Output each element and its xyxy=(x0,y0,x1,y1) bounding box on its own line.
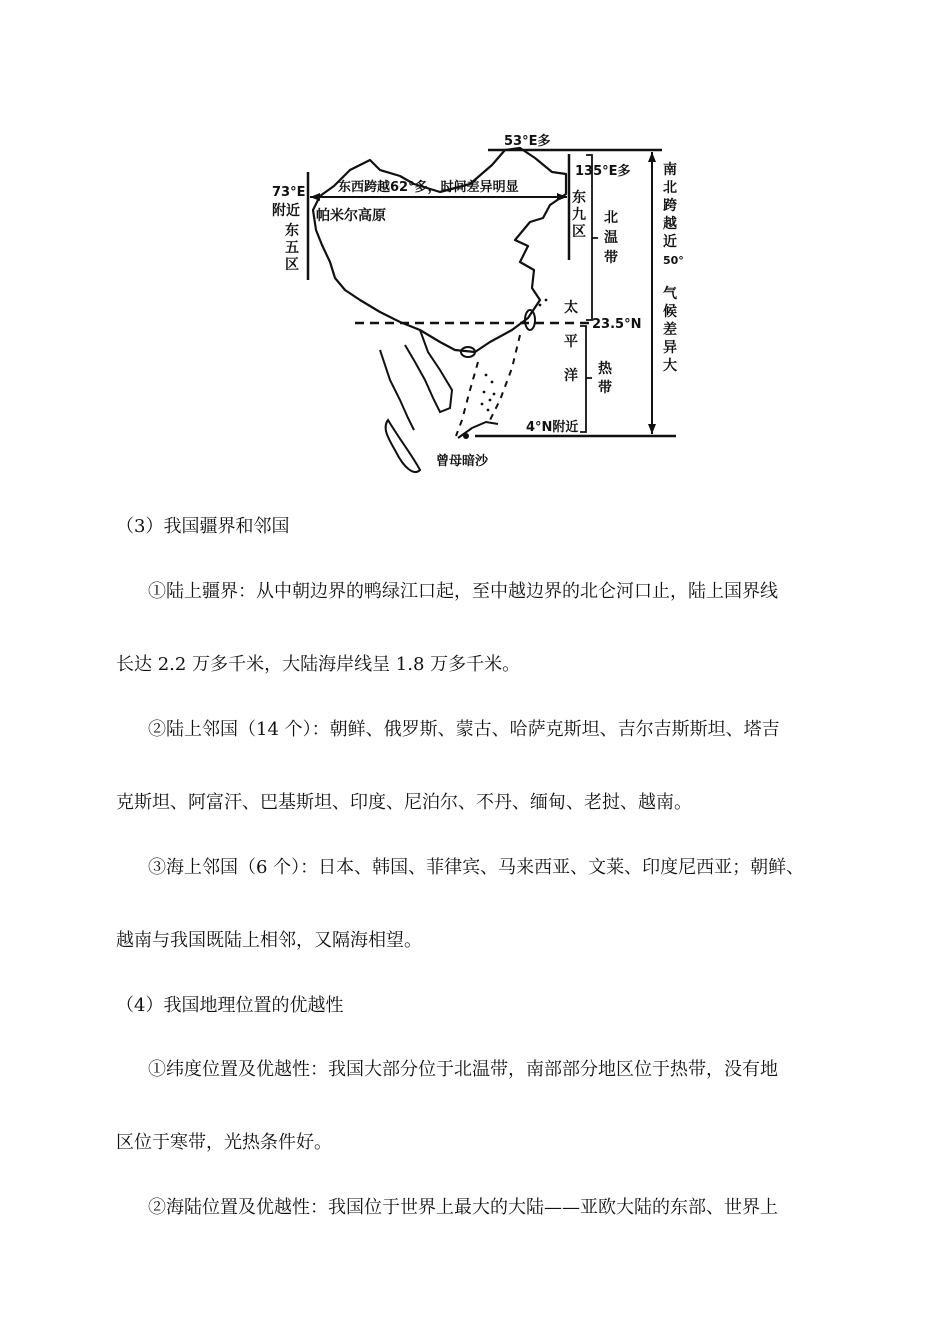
tropical-zone-label-2: 带 xyxy=(598,380,612,396)
zengmu-label: 曾母暗沙 xyxy=(436,454,489,469)
tropical-bracket xyxy=(580,326,592,432)
east-five-zone-label-2: 五 xyxy=(285,240,299,256)
svg-text:北: 北 xyxy=(663,180,677,196)
land-neighbors-paragraph-line1: ②陆上邻国（14 个）：朝鲜、俄罗斯、蒙古、哈萨克斯坦、吉尔吉斯斯坦、塔吉 xyxy=(148,719,780,740)
svg-text:候: 候 xyxy=(663,304,677,320)
land-border-paragraph-line2: 长达 2.2 万多千米，大陆海岸线呈 1.8 万多千米。 xyxy=(116,654,521,675)
svg-text:南: 南 xyxy=(663,162,677,178)
north-temperate-bracket xyxy=(586,155,598,320)
lon-west-near-label: 附近 xyxy=(272,203,300,219)
section-heading-advantages: （4）我国地理位置的优越性 xyxy=(116,995,344,1016)
pacific-label-1: 太 xyxy=(564,300,578,316)
lon-west-label: 73°E xyxy=(272,185,306,200)
sumatra-outline xyxy=(386,420,420,472)
lat-south-label: 4°N附近 xyxy=(526,420,579,435)
lat-north-label: 53°E多 xyxy=(504,134,551,149)
section-heading-borders: （3）我国疆界和邻国 xyxy=(116,516,290,537)
china-outline xyxy=(313,148,566,352)
svg-text:50°: 50° xyxy=(663,254,684,267)
sea-land-paragraph-line1: ②海陆位置及优越性：我国位于世界上最大的大陆——亚欧大陆的东部、世界上 xyxy=(148,1197,778,1218)
east-west-span-label: 东西跨越62°多，时间差异明显 xyxy=(338,180,519,195)
pacific-label-3: 洋 xyxy=(564,368,578,384)
north-temperate-label-1: 北 xyxy=(604,210,618,226)
land-neighbors-paragraph-line2: 克斯坦、阿富汗、巴基斯坦、印度、尼泊尔、不丹、缅甸、老挝、越南。 xyxy=(116,792,692,813)
north-south-span-label xyxy=(663,161,684,374)
north-temperate-label-2: 温 xyxy=(604,230,618,246)
lon-east-label: 135°E多 xyxy=(575,164,631,179)
tropical-zone-label-1: 热 xyxy=(598,361,612,377)
east-five-zone-label-3: 区 xyxy=(285,257,299,273)
china-location-map xyxy=(0,0,950,500)
north-south-arrow-bottom-head xyxy=(648,424,656,434)
pamir-label: 帕米尔高原 xyxy=(316,208,386,224)
latitude-paragraph-line2: 区位于寒带，光热条件好。 xyxy=(116,1132,332,1153)
pacific-label-2: 平 xyxy=(564,334,578,350)
svg-text:差: 差 xyxy=(663,322,677,338)
east-five-zone-label-1: 东 xyxy=(285,223,299,239)
east-nine-zone-label-2: 九 xyxy=(572,207,586,223)
sea-neighbors-paragraph-line1: ③海上邻国（6 个）：日本、韩国、菲律宾、马来西亚、文莱、印度尼西亚；朝鲜、 xyxy=(148,857,805,878)
svg-text:气: 气 xyxy=(663,286,677,302)
east-nine-zone-label-3: 区 xyxy=(572,224,586,240)
north-temperate-label-3: 带 xyxy=(604,250,618,266)
latitude-paragraph-line1: ①纬度位置及优越性：我国大部分位于北温带，南部部分地区位于热带，没有地 xyxy=(148,1059,778,1080)
svg-text:越: 越 xyxy=(663,216,677,232)
land-border-paragraph-line1: ①陆上疆界：从中朝边界的鸭绿江口起，至中越边界的北仑河口止，陆上国界线 xyxy=(148,581,778,602)
north-south-arrow-top-head xyxy=(648,152,656,162)
east-west-arrow-left-head xyxy=(310,193,320,201)
svg-text:跨: 跨 xyxy=(663,198,677,214)
svg-text:近: 近 xyxy=(663,234,677,250)
svg-text:异: 异 xyxy=(663,340,677,356)
malay-peninsula-outline xyxy=(380,350,414,430)
east-nine-zone-label-1: 东 xyxy=(572,190,586,206)
sea-neighbors-paragraph-line2: 越南与我国既陆上相邻，又隔海相望。 xyxy=(116,930,422,951)
svg-text:大: 大 xyxy=(663,358,677,374)
tropic-line-label: 23.5°N xyxy=(592,317,642,332)
indochina-outline xyxy=(405,330,452,412)
